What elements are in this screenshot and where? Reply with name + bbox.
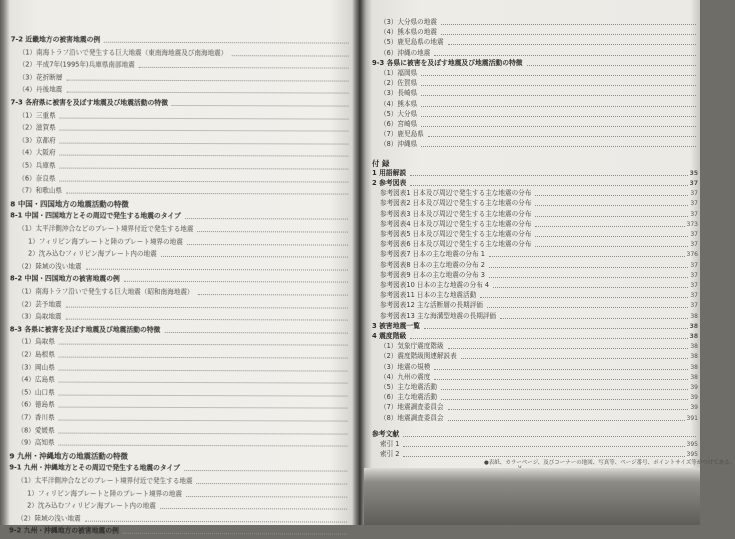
leader-dots	[104, 42, 349, 44]
toc-entry-title: （6）沖縄の地震	[380, 48, 431, 57]
toc-entry-title: （3）京都府	[18, 136, 56, 145]
toc-entry-page: 395	[686, 441, 698, 448]
toc-entry-page: 37	[690, 231, 698, 238]
toc-entry-title: （1）三重県	[18, 111, 56, 120]
toc-entry-title: 参考図表4 日本及び周辺で発生する主な地震の分布	[380, 219, 532, 228]
toc-entry-title: 参考図表9 日本の主な地震の分布 3	[380, 270, 485, 279]
leader-dots	[184, 470, 347, 472]
toc-entry-page: 37	[690, 261, 698, 269]
toc-entry-page: 39	[690, 384, 698, 391]
toc-entry-title: 参考図表3 日本及び周辺で発生する主な地震の分布	[380, 209, 532, 218]
toc-entry-title: （7）鹿児島県	[380, 130, 424, 139]
toc-entry-title: 参考図表6 日本及び周辺で発生する主な地震の分布	[380, 240, 532, 249]
toc-entry-title: （9）高知県	[17, 438, 55, 447]
toc-entry-title: 参考文献	[372, 429, 400, 438]
toc-entry-title: 7-3 各府県に被害を及ぼす地震及び地震活動の特徴	[10, 98, 168, 107]
toc-entry-title: （2）平成7年(1995年)兵庫県南部地震	[18, 60, 135, 70]
toc-entry-title: 参考図表7 日本の主な地震の分布 1	[380, 250, 485, 259]
leader-dots	[448, 348, 689, 349]
leader-dots	[535, 236, 688, 237]
toc-entry-title: （1）福岡県	[380, 69, 418, 77]
toc-entry-title: （7）和歌山県	[18, 186, 63, 195]
page-edge-shadow	[364, 468, 700, 525]
toc-entry-title: （3）花折断層	[18, 73, 63, 82]
toc-entry-title: （8）愛媛県	[17, 426, 55, 435]
toc-entry-title: 8-1 中国・四国地方とその周辺で発生する地震のタイプ	[10, 211, 181, 221]
leader-dots	[421, 146, 696, 147]
toc-entry-title: 9-1 九州・沖縄地方とその周辺で発生する地震のタイプ	[9, 463, 180, 473]
toc-entry-title: （1）気象庁震度階級	[380, 342, 444, 351]
leader-dots	[489, 267, 688, 268]
toc-entry-title: 8-2 中国・四国地方の被害地震の例	[9, 274, 120, 284]
leader-dots	[487, 307, 689, 308]
leader-dots	[441, 389, 688, 390]
leader-dots	[535, 195, 688, 196]
toc-entry-title: 8-3 各県に被害を及ぼす地震及び地震活動の特徴	[9, 325, 161, 334]
toc-entry-title: 2）沈み込むフィリピン海プレート内の地震	[28, 249, 157, 259]
leader-dots	[421, 95, 696, 96]
toc-entry-page: 37	[690, 190, 698, 198]
leader-dots	[186, 496, 347, 498]
toc-entry-title: （6）徳島県	[17, 400, 55, 409]
leader-dots	[59, 432, 348, 434]
toc-entry-title: （2）震度階級関連解説表	[380, 352, 457, 361]
toc-entry-title: 3 被害地震一覧	[372, 321, 420, 330]
toc-entry-page: 38	[690, 353, 698, 361]
toc-entry-page: 38	[690, 363, 698, 371]
toc-entry-title: 9-3 各県に被害を及ぼす地震及び地震活動の特徴	[372, 58, 523, 67]
leader-dots	[493, 287, 688, 288]
leader-dots	[59, 394, 348, 396]
leader-dots	[500, 318, 688, 319]
toc-entry-title: （1）南海トラフ沿いで発生する巨大地震（東南海地震及び南海地震）	[18, 48, 228, 57]
toc-entry-page: 37	[690, 200, 698, 208]
leader-dots	[172, 105, 349, 107]
toc-entry-page: 37	[690, 271, 698, 279]
toc-entry-page: 37	[690, 302, 698, 310]
leader-dots	[160, 508, 347, 510]
leader-dots	[421, 116, 696, 117]
toc-entry-page: 38	[689, 333, 698, 340]
toc-entry-title: （2）佐賀県	[380, 79, 418, 88]
toc-entry-title: （6）主な地震活動	[380, 393, 437, 402]
toc-entry-page: 37	[690, 210, 698, 218]
toc-entry	[380, 138, 698, 151]
leader-dots	[403, 456, 684, 457]
leader-dots	[124, 281, 348, 283]
toc-entry-title: 7-2 近畿地方の被害地震の例	[10, 35, 101, 44]
leader-dots	[448, 44, 696, 45]
toc-entry-page: 38	[690, 373, 698, 381]
toc-entry-title: （2）島根県	[17, 350, 55, 359]
toc-entry-title: （4）大阪府	[18, 148, 56, 157]
toc-entry-title: （5）山口県	[17, 388, 55, 397]
toc-entry-title: （7）地震調査委員会	[380, 403, 444, 412]
leader-dots	[59, 420, 348, 422]
toc-entry-title: 1）フィリピン海プレートと陸のプレート境界の地震	[28, 237, 183, 246]
toc-entry-title: （8）地震調査委員会	[380, 413, 444, 422]
toc-entry-title: 9-2 九州・沖縄地方の被害地震の例	[9, 526, 119, 536]
toc-entry-title: 索引 2	[380, 450, 400, 459]
leader-dots	[434, 369, 688, 370]
leader-dots	[535, 226, 684, 227]
leader-dots	[139, 67, 349, 69]
leader-dots	[59, 357, 348, 359]
toc-entry-title: （5）鹿児島県の地震	[380, 38, 444, 47]
leader-dots	[66, 79, 348, 81]
leader-dots	[410, 185, 687, 186]
toc-entry-title: 参考図表11 日本の主な地震活動	[380, 291, 477, 300]
toc-entry-page: 38	[690, 312, 698, 320]
toc-entry-title: （4）丹後地震	[18, 85, 63, 94]
leader-dots	[461, 358, 689, 359]
toc-entry-page: 38	[689, 322, 698, 330]
book-gutter	[352, 0, 366, 525]
toc-entry-title: （4）熊本県	[380, 99, 418, 108]
toc-entry-title: （4）広島県	[17, 375, 55, 384]
toc-entry-page: 35	[689, 169, 698, 177]
toc-entry-title: （3）鳥取地震	[17, 312, 62, 321]
leader-dots	[60, 130, 349, 132]
toc-entry-page: 37	[690, 282, 698, 289]
toc-entry-title: （1）鳥取県	[17, 337, 55, 346]
toc-entry-page: 37	[690, 292, 698, 300]
leader-dots	[123, 533, 347, 535]
toc-entry-title: （6）奈良県	[18, 174, 56, 183]
leader-dots	[421, 106, 696, 107]
toc-entry-title: 4 震度階級	[372, 332, 407, 340]
toc-entry-page: 37	[690, 241, 698, 249]
toc-entry-page: 39	[690, 404, 698, 412]
leader-dots	[403, 436, 696, 437]
leader-dots	[434, 379, 688, 380]
leader-dots	[161, 256, 348, 258]
leader-dots	[164, 332, 347, 334]
toc-entry-page: 395	[686, 451, 698, 459]
toc-entry-title: （3）大分県の地震	[380, 18, 437, 26]
leader-dots	[59, 344, 348, 346]
toc-entry-title: 付 録	[372, 158, 390, 168]
footer-note: ●表紙、カラーページ、及びコーナーの地図、写真等、ページ番号、ポイントサイズ等がつけてある。	[484, 460, 735, 466]
leader-dots	[59, 407, 348, 409]
leader-dots	[527, 65, 696, 66]
leader-dots	[424, 328, 688, 329]
leader-dots	[59, 369, 348, 371]
leader-dots	[185, 218, 348, 220]
leader-dots	[66, 306, 348, 308]
leader-dots	[410, 175, 687, 176]
toc-entry-title: 1 用語解説	[372, 168, 407, 177]
leader-dots	[66, 92, 348, 94]
toc-entry-page: 39	[690, 394, 698, 402]
toc-entry-title: 参考図表1 日本及び周辺で発生する主な地震の分布	[380, 189, 532, 198]
toc-entry-page: 38	[690, 343, 698, 351]
leader-dots	[198, 294, 348, 296]
toc-entry-title: 参考図表12 主な活断層の長期評価	[380, 301, 483, 310]
toc-entry-title: （2）滋賀県	[18, 123, 56, 132]
leader-dots	[231, 55, 348, 56]
leader-dots	[421, 85, 696, 86]
leader-dots	[66, 193, 348, 195]
toc-entry	[380, 448, 698, 461]
leader-dots	[59, 445, 348, 447]
toc-entry-title: （6）宮崎県	[380, 120, 418, 128]
toc-entry-title: 参考図表13 主な海溝型地震の長期評価	[380, 311, 496, 320]
leader-dots	[403, 446, 684, 447]
toc-entry-title: （2）芸予地震	[17, 300, 62, 309]
leader-dots	[410, 338, 687, 339]
leader-dots	[59, 382, 348, 384]
toc-entry-page: 373	[686, 220, 698, 228]
toc-entry-title: （2）陸域の浅い地震	[17, 514, 81, 523]
toc-entry-page: 376	[686, 251, 698, 259]
toc-entry-title: （2）陸域の浅い地震	[17, 262, 82, 271]
toc-entry-title: 1）フィリピン海プレートと陸のプレート境界の地震	[27, 489, 183, 498]
leader-dots	[434, 55, 696, 56]
toc-entry-title: （3）岡山県	[17, 363, 55, 372]
leader-dots	[535, 216, 688, 217]
leader-dots	[535, 246, 688, 247]
left-page	[3, 0, 357, 536]
toc-entry-title: （1）太平洋側沖合などのプレート境界付近で発生する地震	[18, 224, 194, 234]
leader-dots	[187, 244, 348, 246]
leader-dots	[441, 24, 696, 25]
leader-dots	[60, 117, 349, 119]
leader-dots	[59, 168, 348, 170]
leader-dots	[86, 268, 348, 270]
leader-dots	[489, 277, 688, 278]
leader-dots	[197, 483, 348, 485]
leader-dots	[197, 231, 348, 233]
toc-entry-title: （7）香川県	[17, 413, 55, 422]
leader-dots	[85, 520, 347, 522]
toc-entry-title: 2）沈み込むフィリピン海プレート内の地震	[27, 501, 156, 511]
toc-entry-title: 参考図表8 日本の主な地震の分布 2	[380, 260, 485, 269]
leader-dots	[66, 319, 348, 321]
leader-dots	[60, 155, 349, 157]
toc-entry-title: 8 中国・四国地方の地震活動の特徴	[10, 199, 129, 209]
toc-entry-title: 参考図表5 日本及び周辺で発生する主な地震の分布	[380, 230, 532, 238]
leader-dots	[421, 126, 696, 127]
leader-dots	[448, 409, 689, 410]
toc-entry-title: 2 参考図表	[372, 179, 407, 187]
toc-entry-title: （8）沖縄県	[380, 140, 418, 149]
toc-entry	[9, 525, 349, 539]
leader-dots	[441, 34, 696, 35]
toc-entry-title: （5）大分県	[380, 109, 418, 118]
leader-dots	[441, 399, 688, 400]
toc-entry-title: （5）兵庫県	[18, 161, 56, 170]
toc-entry-title: 9 九州・沖縄地方の地震活動の特徴	[9, 451, 128, 461]
toc-entry-title: 参考図表10 日本の主な地震の分布 4	[380, 281, 490, 289]
toc-entry-title: （4）九州の震度	[380, 372, 431, 381]
leader-dots	[428, 136, 696, 137]
toc-entry-title: （1）太平洋側沖合などのプレート境界付近で発生する地震	[17, 476, 193, 486]
toc-entry-page: 37	[689, 180, 698, 187]
leader-dots	[59, 180, 348, 182]
toc-entry-title: （3）長崎県	[380, 89, 418, 98]
leader-dots	[535, 205, 688, 206]
leader-dots	[489, 256, 685, 257]
toc-entry	[380, 412, 698, 425]
toc-entry-title: 索引 1	[380, 440, 400, 448]
leader-dots	[448, 420, 685, 421]
toc-entry-title: （4）熊本県の地震	[380, 28, 437, 37]
toc-entry-title: （5）主な地震活動	[380, 383, 437, 391]
toc-entry-title: （1）南海トラフ沿いで発生する巨大地震（昭和南海地震）	[17, 287, 194, 297]
toc-entry-page: 391	[686, 414, 698, 422]
leader-dots	[421, 75, 696, 76]
right-page	[364, 0, 735, 470]
toc-entry-title: （3）地震の規模	[380, 362, 431, 371]
toc-entry-title: 参考図表2 日本及び周辺で発生する主な地震の分布	[380, 199, 532, 208]
leader-dots	[60, 142, 349, 144]
leader-dots	[480, 297, 688, 298]
